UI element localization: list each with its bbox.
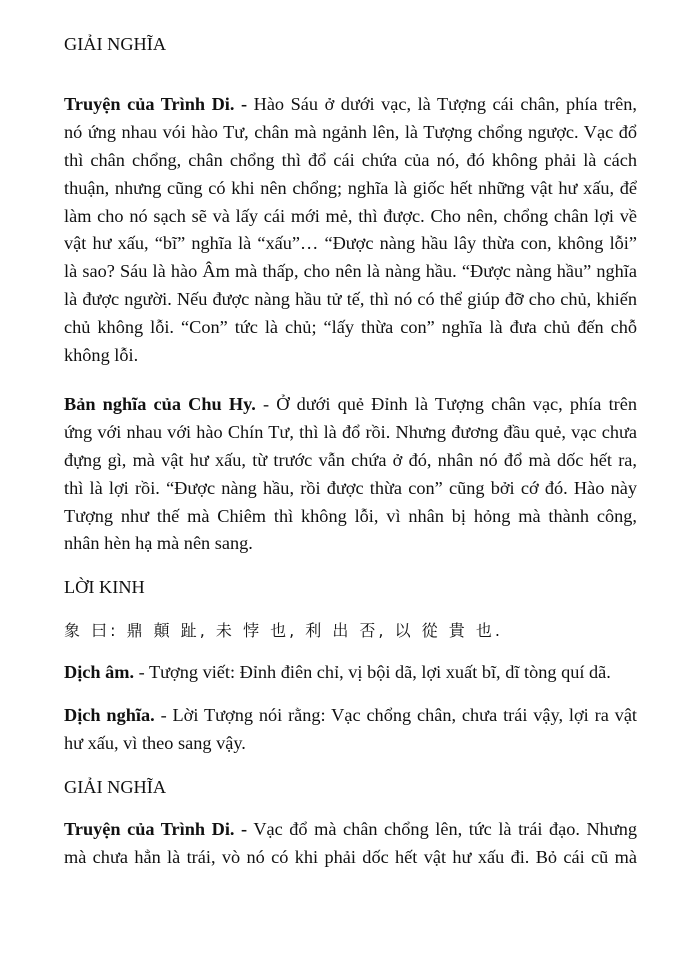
chinese-text: 象 曰: 鼎 顛 趾, 未 悖 也, 利 出 否, 以 從 貴 也.	[64, 621, 503, 640]
text-line	[64, 816, 637, 844]
line-text: là được người. Nếu được nàng hầu tử tế, thì nó có thể giúp đỡ cho chủ, khiến	[64, 289, 637, 310]
heading-giai-nghia-1	[64, 31, 637, 59]
line-text: làm cho nó sạch sẽ và lấy cái mới mẻ, thì được. Cho nên, chổng chân lợi về	[64, 205, 637, 226]
text-line	[64, 258, 637, 286]
heading-loi-kinh	[64, 574, 637, 602]
line-text: mà chưa hẳn là trái, vò nó có khi phải dốc hết vật hư xấu đi. Bỏ cái cũ mà	[64, 846, 637, 867]
line-text: ứng với nhau với hào Chín Tư, thì là đổ rồi. Nhưng đương đầu quẻ, vạc chưa	[64, 421, 637, 442]
line-text: đựng gì, mà vật hư xấu, từ trước vẫn chứa ở đó, nhân nó đổ mà dốc hết ra,	[64, 449, 637, 470]
para-truyen-trinh-di-2	[64, 816, 637, 872]
heading-giai-nghia-2	[64, 774, 637, 802]
paragraph-lead: Truyện của Trình Di. -	[64, 819, 248, 839]
line-text: nó ứng nhau vói hào Tư, chân mà ngảnh lên, là Tượng chổng ngược. Vạc đổ	[64, 121, 637, 142]
text-line	[64, 286, 637, 314]
text-line	[64, 419, 637, 447]
text-line	[64, 342, 637, 370]
text-line	[64, 147, 637, 175]
paragraph-lead: Dịch âm.	[64, 662, 135, 682]
text-line	[64, 91, 637, 119]
line-text: - Lời Tượng nói rằng: Vạc chổng chân, chưa trái vậy, lợi ra vật	[154, 705, 638, 725]
line-text: chủ không lỗi. “Con” tức là chủ; “lấy thừa con” nghĩa là đưa chủ đến chỗ	[64, 317, 637, 338]
line-text: Tượng như thế mà Chiêm thì không lỗi, vì nhân bị hỏng mà thành công,	[64, 505, 637, 526]
line-text: thuận, nhưng cũng có khi nên chổng; nghĩa là giốc hết những vật hư xấu, để	[64, 177, 637, 198]
text-line	[64, 730, 637, 758]
text-line	[64, 119, 637, 147]
text-line	[64, 475, 637, 503]
line-text: - Ở dưới quẻ Đỉnh là Tượng chân vạc, phía trên	[255, 394, 637, 414]
line-text: vật hư xấu, “bĩ” nghĩa là “xấu”… “Được nàng hầu lây thừa con, không lỗi”	[64, 233, 637, 254]
line-text: không lỗi.	[64, 345, 139, 366]
section-heading: GIẢI NGHĨA	[64, 34, 167, 54]
text-line	[64, 314, 637, 342]
paragraph-lead: Bản nghĩa của Chu Hy.	[64, 394, 256, 414]
line-text: Hào Sáu ở dưới vạc, là Tượng cái chân, phía trên,	[247, 94, 637, 114]
section-heading: GIẢI NGHĨA	[64, 777, 167, 797]
text-line	[64, 844, 637, 872]
text-line	[64, 503, 637, 531]
line-text: - Tượng viết: Đỉnh điên chỉ, vị bội dã, lợi xuất bĩ, dĩ tòng quí dã.	[134, 662, 611, 682]
text-line	[64, 203, 637, 231]
para-dich-am	[64, 659, 637, 687]
line-text: là sao? Sáu là hào Âm mà thấp, cho nên là nàng hầu. “Được nàng hầu” nghĩa	[64, 261, 637, 282]
line-text: thì là lợi rồi. “Được nàng hầu, rồi được thừa con” cũng bởi cớ đó. Hào này	[64, 477, 637, 498]
text-line	[64, 702, 637, 730]
classical-chinese-text	[64, 617, 637, 645]
paragraph-lead: Truyện của Trình Di. -	[64, 94, 248, 114]
text-line	[64, 447, 637, 475]
line-text: Vạc đổ mà chân chổng lên, tức là trái đạo. Nhưng	[247, 819, 638, 839]
text-line	[64, 530, 637, 558]
text-line	[64, 230, 637, 258]
para-dich-nghia	[64, 702, 637, 758]
text-line	[64, 391, 637, 419]
line-text: thì chân chổng, chân chổng thì đổ cái chứa của nó, đó không phải là cách	[64, 149, 637, 170]
line-text: nhân hèn hạ mà nên sang.	[64, 533, 253, 554]
section-heading: LỜI KINH	[64, 577, 145, 597]
text-line	[64, 659, 637, 687]
line-text: hư xấu, vì theo sang vậy.	[64, 732, 246, 753]
paragraph-lead: Dịch nghĩa.	[64, 705, 155, 725]
para-truyen-trinh-di-1	[64, 91, 637, 370]
para-ban-nghia-chu-hy	[64, 391, 637, 558]
text-line	[64, 175, 637, 203]
